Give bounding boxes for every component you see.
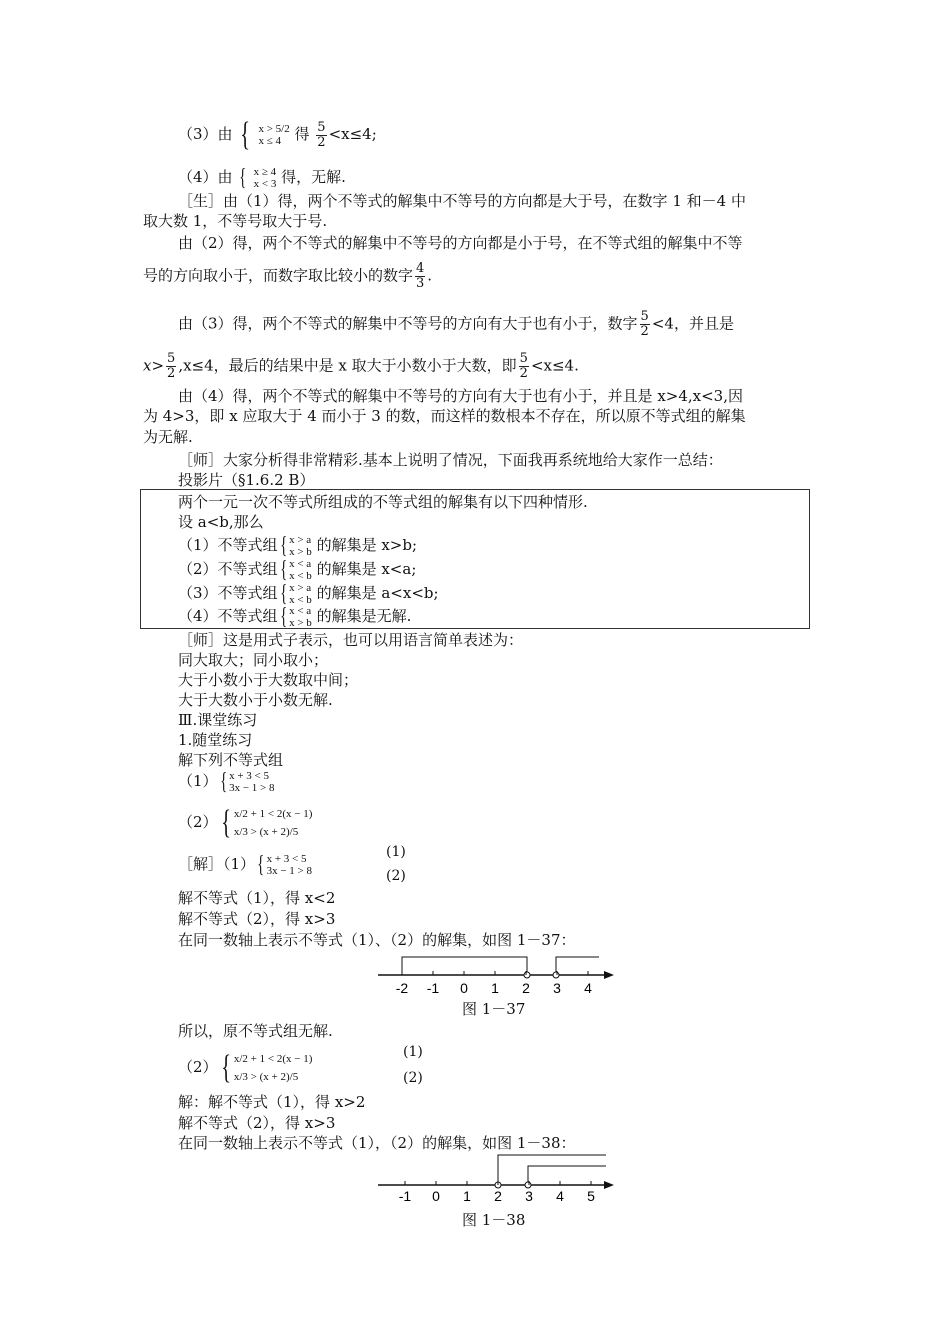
tick-label: -2 (395, 980, 409, 996)
exercise-2 (178, 805, 312, 841)
fraction-5-2: $\frac{5}{2}$ (167, 351, 176, 381)
solution-1-label: ［解］（1） (178, 855, 256, 873)
tag-1: (1) (386, 844, 406, 860)
case-1-result: 的解集是 x>b; (316, 536, 418, 554)
case-3-result: 的解集是 a<x<b; (316, 584, 439, 602)
step-1: 解不等式（1），得 x<2 (178, 889, 336, 907)
para-3b: <4，并且是 (651, 314, 734, 333)
para-4c: 为无解. (143, 428, 193, 446)
tick-label: 1 (491, 980, 499, 996)
fraction-5-2: $\frac{5}{2}$ (317, 119, 326, 150)
case-4 (178, 605, 411, 629)
case-2-label: （2）不等式组 (178, 560, 278, 578)
tag-1: (1) (403, 1044, 423, 1060)
case-3-label: （3）不等式组 (178, 584, 278, 602)
exercise-1-system: x + 3 < 5 3x − 1 > 8 (229, 770, 275, 794)
brace-icon: { (239, 165, 247, 191)
case-4-system: x < a x > b (289, 605, 312, 629)
case-4-label: （4）不等式组 (178, 607, 278, 625)
item3-system: x > 5/2 x ≤ 4 (258, 123, 290, 147)
step-3: 在同一数轴上表示不等式（1）、（2）的解集，如图 1－37： (178, 931, 576, 949)
para-3a-text: 由（3）得，两个不等式的解集中不等号的方向有大于也有小于，数字 (178, 314, 638, 333)
case-1-system: x > a x > b (289, 534, 312, 558)
step-4: 所以，原不等式组无解. (178, 1022, 333, 1040)
open-point (524, 972, 530, 978)
tick-label: 4 (556, 1188, 564, 1204)
item3-de: 得 (294, 125, 310, 143)
case-2-result: 的解集是 x<a; (316, 560, 417, 578)
para-4a: 由（4）得，两个不等式的解集中不等号的方向有大于也有小于，并且是 x>4,x<3,因 (178, 387, 743, 405)
para-3a (178, 310, 734, 339)
exercise-2-solution-system: x/2 + 1 < 2(x − 1) x/3 > (x + 2)/5 (233, 1053, 313, 1083)
exercise-2-system: x/2 + 1 < 2(x − 1) x/3 > (x + 2)/5 (233, 808, 313, 838)
item3-result: <x≤4; (328, 125, 377, 143)
para-2b (143, 262, 432, 291)
figure-caption-1: 图 1－37 (462, 1000, 526, 1018)
exercise-1 (178, 770, 275, 794)
tick-label: 2 (494, 1188, 502, 1204)
solution-1 (178, 853, 312, 877)
para-1a: ［生］由（1）得，两个不等式的解集中不等号的方向都是大于号，在数字 1 和－4 中 (178, 192, 746, 210)
tag-2: (2) (386, 868, 406, 884)
para-1b: 取大数 1，不等号取大于号. (143, 212, 328, 230)
brace-icon: { (279, 581, 287, 607)
open-point (553, 972, 559, 978)
subsection-heading: 1.随堂练习 (178, 731, 253, 749)
item4-prefix: （4）由 (178, 168, 233, 186)
tick-label: -1 (398, 1188, 412, 1204)
after-3: 大于小数小于大数取中间； (178, 671, 359, 689)
tick-label: 0 (460, 980, 468, 996)
item4-line (178, 166, 346, 190)
case-1-label: （1）不等式组 (178, 536, 278, 554)
var-x: x (143, 356, 152, 375)
para-3c (143, 352, 579, 381)
step-6: 解不等式（2），得 x>3 (178, 1114, 336, 1132)
para-3d: ,x≤4，最后的结果中是 x 取大于小数小于大数，即 (178, 356, 517, 375)
figure-caption-2: 图 1－38 (462, 1211, 526, 1229)
brace-icon: { (220, 1049, 231, 1086)
brace-icon: { (279, 533, 287, 559)
number-line-2 (370, 1150, 620, 1205)
box-line-2: 设 a<b,那么 (178, 513, 264, 531)
arrow-icon (604, 1181, 614, 1189)
brace-icon: { (279, 557, 287, 583)
exercise-2-label: （2） (178, 813, 218, 831)
brace-icon: { (279, 604, 287, 630)
slide-label: 投影片（§1.6.2 B） (178, 471, 315, 489)
case-4-result: 的解集是无解. (316, 607, 412, 625)
case-3 (178, 582, 439, 606)
brace-icon: { (240, 116, 251, 153)
case-2-system: x < a x < b (289, 558, 312, 582)
item4-result: 得，无解. (281, 168, 346, 186)
box-line-1: 两个一元一次不等式所组成的不等式组的解集有以下四种情形. (178, 493, 588, 511)
para-2c: . (427, 266, 433, 285)
case-1 (178, 534, 417, 558)
para-3c-gt: > (151, 356, 165, 375)
case-3-system: x > a x < b (289, 582, 312, 606)
para-3e: <x≤4. (530, 356, 579, 375)
after-2: 同大取大；同小取小； (178, 651, 329, 669)
exercise-2-solution (178, 1050, 312, 1086)
solution-1-system: x + 3 < 5 3x − 1 > 8 (266, 853, 312, 877)
fraction-5-2: $\frac{5}{2}$ (640, 309, 649, 339)
step-5: 解：解不等式（1），得 x>2 (178, 1093, 366, 1111)
after-1: ［师］这是用式子表示，也可以用语言简单表述为： (178, 631, 524, 649)
item3-line (178, 116, 377, 153)
brace-icon: { (257, 852, 265, 878)
exercise-1-label: （1） (178, 772, 218, 790)
tick-label: 1 (463, 1188, 471, 1204)
para-2b-text: 号的方向取小于，而数字取比较小的数字 (143, 266, 414, 285)
para-2a: 由（2）得，两个不等式的解集中不等号的方向都是小于号，在不等式组的解集中不等 (178, 234, 743, 252)
case-2 (178, 558, 416, 582)
item4-system: x ≥ 4 x < 3 (253, 166, 277, 190)
brace-icon: { (219, 769, 227, 795)
item3-prefix: （3）由 (178, 125, 233, 143)
tag-2: (2) (403, 1070, 423, 1086)
exercise-2-solution-label: （2） (178, 1058, 218, 1076)
step-2: 解不等式（2），得 x>3 (178, 910, 336, 928)
tick-label: 3 (553, 980, 561, 996)
fraction-4-3: $\frac{4}{3}$ (416, 261, 425, 291)
exercise-prompt: 解下列不等式组 (178, 751, 284, 769)
step-7: 在同一数轴上表示不等式（1），（2）的解集，如图 1－38： (178, 1134, 576, 1152)
brace-icon: { (220, 804, 231, 841)
tick-label: 3 (525, 1188, 533, 1204)
para-4b: 为 4>3，即 x 应取大于 4 而小于 3 的数，而这样的数根本不存在，所以原不等式组的解集 (143, 407, 746, 425)
tick-label: 5 (587, 1188, 595, 1204)
fraction-5-2: $\frac{5}{2}$ (519, 351, 528, 381)
tick-label: 2 (522, 980, 530, 996)
para-5: ［师］大家分析得非常精彩.基本上说明了情况，下面我再系统地给大家作一总结： (178, 451, 723, 469)
number-line-1 (370, 948, 620, 998)
tick-label: 0 (432, 1188, 440, 1204)
tick-label: 4 (584, 980, 592, 996)
after-4: 大于大数小于小数无解. (178, 691, 333, 709)
arrow-icon (604, 971, 614, 979)
tick-label: -1 (426, 980, 440, 996)
section-heading: Ⅲ.课堂练习 (178, 711, 258, 729)
